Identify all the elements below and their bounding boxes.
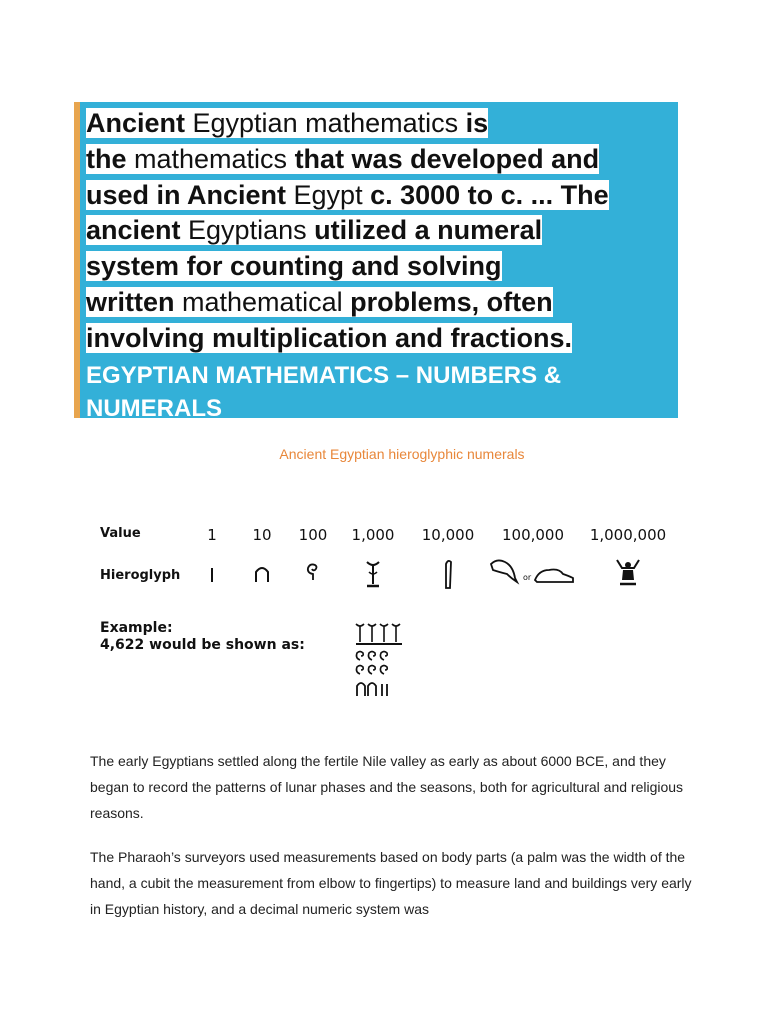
- body-paragraph: The Pharaoh’s surveyors used measurements based on body parts (a palm was the width of the hand, a cubit the measurement from elbow to fingertips) to measure land and buildings very early in Egyptian history, and a decimal numeric system was: [90, 849, 692, 917]
- intro-text: utilized a numeral: [314, 215, 543, 246]
- banner-accent-stripe: [74, 102, 80, 418]
- numeral-table: [100, 526, 680, 598]
- number-4622-glyphs-icon: [354, 620, 414, 704]
- rope-coil-glyph-icon: [303, 556, 323, 586]
- finger-glyph-icon: [440, 556, 456, 592]
- heel-bone-glyph-icon: [252, 556, 272, 586]
- title-banner: [74, 102, 678, 422]
- example-description: 4,622 would be shown as:: [100, 637, 305, 653]
- intro-paragraph: [86, 106, 670, 357]
- value-cell: 1,000,000: [589, 526, 667, 544]
- intro-text: problems, often: [350, 286, 553, 317]
- intro-text: Egypt: [286, 179, 371, 210]
- section-heading: EGYPTIAN MATHEMATICS – NUMBERS & NUMERALS: [86, 361, 562, 422]
- intro-text: Ancient: [86, 108, 186, 138]
- intro-text: that was developed and: [294, 143, 600, 174]
- intro-text: involving multiplication and fractions.: [86, 322, 573, 353]
- value-cell: 1: [207, 526, 217, 544]
- intro-text: Egyptian mathematics: [185, 108, 459, 138]
- value-cell: 1,000: [351, 526, 395, 544]
- intro-text: written: [86, 286, 175, 317]
- intro-text: ancient: [86, 215, 181, 246]
- or-text: or: [523, 573, 532, 582]
- intro-text: system for counting and solving: [86, 251, 502, 282]
- value-cell: 100: [298, 526, 328, 544]
- stroke-glyph-icon: [207, 556, 217, 586]
- intro-text: Egyptians: [180, 215, 315, 246]
- article-body: [90, 748, 700, 940]
- value-cell: 100,000: [501, 526, 565, 544]
- body-paragraph: The early Egyptians settled along the fertile Nile valley as early as about 6000 BCE, and they began to record the patterns of lunar phases and the seasons, both for agricultural and religious reasons.: [90, 753, 684, 821]
- intro-text: mathematical: [174, 286, 351, 317]
- figure-caption: Ancient Egyptian hieroglyphic numerals: [279, 446, 525, 462]
- example-text: [100, 620, 305, 654]
- hieroglyph-label: Hieroglyph: [100, 568, 181, 583]
- intro-text: c. 3000 to c. ... The: [370, 179, 609, 210]
- intro-text: is: [458, 108, 489, 138]
- value-label: Value: [100, 526, 141, 541]
- tadpole-frog-glyph-icon: [487, 556, 579, 590]
- intro-text: used in Ancient: [86, 179, 287, 210]
- value-row: [100, 526, 680, 562]
- intro-text: mathematics: [126, 143, 295, 174]
- intro-text: the: [86, 143, 127, 174]
- lotus-glyph-icon: [361, 556, 385, 592]
- example-label: Example:: [100, 620, 173, 636]
- heh-god-glyph-icon: [614, 556, 642, 590]
- value-cell: 10: [252, 526, 272, 544]
- hieroglyph-row: [100, 562, 680, 598]
- value-cell: 10,000: [421, 526, 475, 544]
